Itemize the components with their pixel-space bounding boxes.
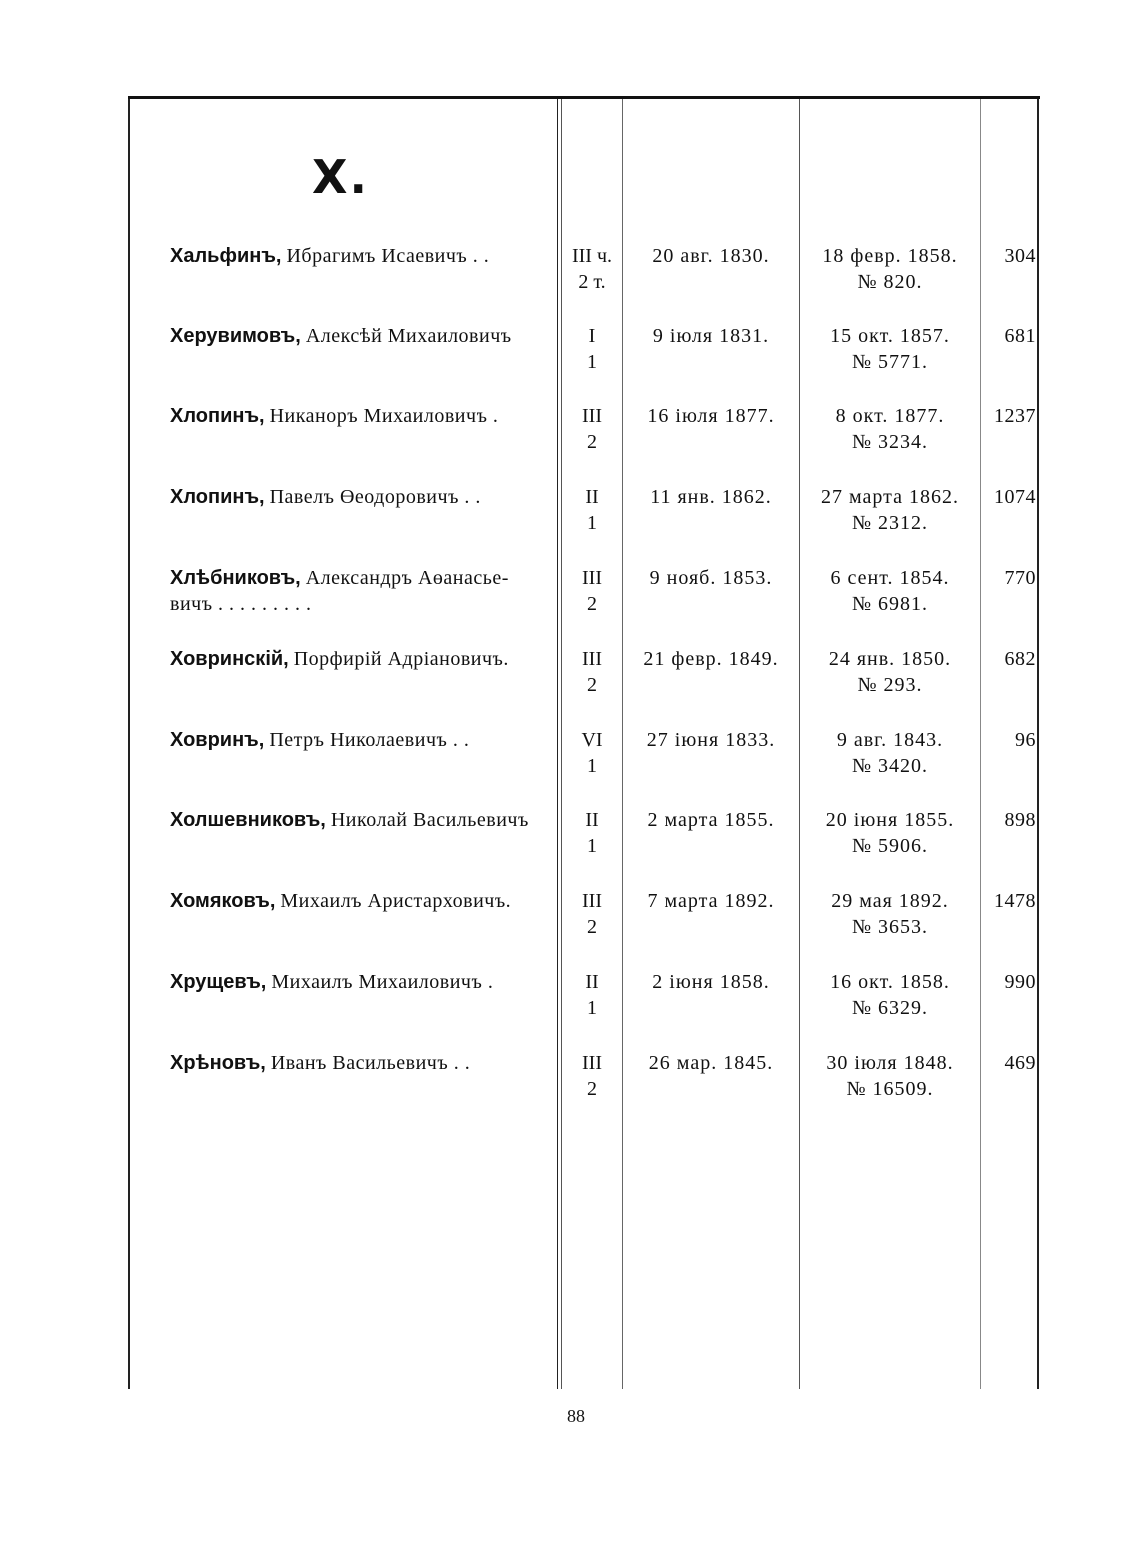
given-name: Петръ Николаевичъ . . <box>269 729 470 751</box>
surname: Хлопинъ, <box>170 405 265 427</box>
order-date: 8 окт. 1877. <box>835 405 945 427</box>
order-cell <box>802 727 978 779</box>
table-row <box>0 807 1140 877</box>
entry-number: 990 <box>1004 971 1036 993</box>
rank-class: VI <box>581 729 603 751</box>
rank-class: II <box>585 486 599 508</box>
given-name-continued: вичъ . . . . . . . . . <box>170 593 312 615</box>
rank-volume: 1 <box>587 351 597 373</box>
entry-number: 770 <box>1004 567 1036 589</box>
order-number: № 6981. <box>851 593 929 615</box>
table-row <box>0 565 1140 635</box>
section-letter-heading: Х. <box>312 150 369 204</box>
entry-number: 1478 <box>994 890 1036 912</box>
person-name <box>170 484 555 510</box>
rank-cell <box>562 888 622 940</box>
birth-date: 20 авг. 1830. <box>652 245 770 267</box>
order-date: 29 мая 1892. <box>831 890 949 912</box>
page-number: 88 <box>567 1406 585 1426</box>
rank-class: II <box>585 809 599 831</box>
surname: Хальфинъ, <box>170 245 282 267</box>
birth-date: 16 іюля 1877. <box>647 405 775 427</box>
rank-class: III ч. <box>571 245 613 267</box>
birth-date: 27 іюня 1833. <box>646 729 776 751</box>
birth-date: 7 марта 1892. <box>647 890 775 912</box>
birth-date: 11 янв. 1862. <box>650 486 772 508</box>
rank-cell <box>562 484 622 536</box>
person-name <box>170 1050 555 1076</box>
table-row <box>0 727 1140 797</box>
order-number: № 3234. <box>851 431 929 453</box>
order-number: № 6329. <box>851 997 929 1019</box>
person-name <box>170 969 555 995</box>
surname: Хомяковъ, <box>170 890 276 912</box>
order-number: № 3420. <box>851 755 929 777</box>
table-top-rule <box>128 96 1040 99</box>
rank-volume: 2 <box>587 593 597 615</box>
order-cell <box>802 484 978 536</box>
table-row <box>0 243 1140 313</box>
given-name: Ибрагимъ Исаевичъ . . <box>286 245 490 267</box>
surname: Ховринъ, <box>170 729 265 751</box>
given-name: Михаилъ Михаиловичъ . <box>271 971 494 993</box>
given-name: Порфирій Адріановичъ. <box>293 648 509 670</box>
rank-volume: 1 <box>587 835 597 857</box>
rank-volume: 2 <box>587 1078 597 1100</box>
order-cell <box>802 1050 978 1102</box>
rank-volume: 1 <box>587 755 597 777</box>
entry-number: 1074 <box>994 486 1036 508</box>
birth-date: 2 марта 1855. <box>647 809 775 831</box>
entry-number: 681 <box>1004 325 1036 347</box>
given-name: Никаноръ Михаиловичъ . <box>269 405 499 427</box>
table-row <box>0 403 1140 473</box>
birth-date: 26 мар. 1845. <box>648 1052 774 1074</box>
surname: Хлопинъ, <box>170 486 265 508</box>
rank-class: III <box>582 405 602 427</box>
order-date: 27 марта 1862. <box>821 486 959 508</box>
surname: Ховринскій, <box>170 648 289 670</box>
rank-volume: 2 т. <box>578 271 606 293</box>
rank-class: II <box>585 971 599 993</box>
person-name <box>170 888 555 914</box>
surname: Херувимовъ, <box>170 325 301 347</box>
rank-volume: 1 <box>587 997 597 1019</box>
rank-class: III <box>582 1052 602 1074</box>
rank-cell <box>562 646 622 698</box>
entry-number: 1237 <box>994 405 1036 427</box>
person-name <box>170 727 555 753</box>
order-number: № 820. <box>857 271 923 293</box>
rank-volume: 2 <box>587 431 597 453</box>
rank-cell <box>562 323 622 375</box>
rank-cell <box>562 727 622 779</box>
order-number: № 3653. <box>851 916 929 938</box>
rank-cell <box>562 969 622 1021</box>
person-name <box>170 807 555 833</box>
surname: Хрѣновъ, <box>170 1052 266 1074</box>
order-cell <box>802 243 978 295</box>
rank-volume: 2 <box>587 916 597 938</box>
order-number: № 5771. <box>851 351 929 373</box>
order-cell <box>802 969 978 1021</box>
table-row <box>0 323 1140 393</box>
table-row <box>0 1050 1140 1120</box>
birth-date: 9 нояб. 1853. <box>649 567 773 589</box>
order-number: № 293. <box>857 674 923 696</box>
order-cell <box>802 323 978 375</box>
order-date: 15 окт. 1857. <box>830 325 950 347</box>
order-date: 18 февр. 1858. <box>822 245 958 267</box>
rank-volume: 1 <box>587 512 597 534</box>
entry-number: 898 <box>1004 809 1036 831</box>
order-date: 30 іюля 1848. <box>826 1052 954 1074</box>
person-name <box>170 646 555 672</box>
order-cell <box>802 565 978 617</box>
surname: Холшевниковъ, <box>170 809 326 831</box>
rank-cell <box>562 243 622 295</box>
table-row <box>0 969 1140 1039</box>
order-number: № 16509. <box>846 1078 934 1100</box>
rank-class: I <box>588 325 596 347</box>
entry-number: 469 <box>1004 1052 1036 1074</box>
person-name <box>170 323 555 349</box>
order-date: 16 окт. 1858. <box>830 971 950 993</box>
person-name <box>170 403 555 429</box>
person-name <box>170 565 555 617</box>
order-date: 9 авг. 1843. <box>836 729 944 751</box>
table-row <box>0 484 1140 554</box>
order-number: № 2312. <box>851 512 929 534</box>
rank-class: III <box>582 567 602 589</box>
birth-date: 9 іюля 1831. <box>652 325 770 347</box>
order-cell <box>802 646 978 698</box>
rank-cell <box>562 403 622 455</box>
given-name: Павелъ Өеодоровичъ . . <box>269 486 481 508</box>
entry-number: 96 <box>1015 729 1036 751</box>
rank-cell <box>562 1050 622 1102</box>
given-name: Михаилъ Аристарховичъ. <box>280 890 512 912</box>
given-name: Александръ Аөанасье- <box>305 567 509 589</box>
rank-class: III <box>582 648 602 670</box>
surname: Хлѣбниковъ, <box>170 567 301 589</box>
entry-number: 304 <box>1004 245 1036 267</box>
person-name <box>170 243 555 269</box>
order-cell <box>802 807 978 859</box>
table-row <box>0 646 1140 716</box>
given-name: Николай Васильевичъ <box>330 809 529 831</box>
order-date: 6 сент. 1854. <box>830 567 950 589</box>
rank-class: III <box>582 890 602 912</box>
birth-date: 21 февр. 1849. <box>643 648 779 670</box>
given-name: Иванъ Васильевичъ . . <box>270 1052 471 1074</box>
order-cell <box>802 403 978 455</box>
order-number: № 5906. <box>851 835 929 857</box>
surname: Хрущевъ, <box>170 971 267 993</box>
table-row <box>0 888 1140 958</box>
order-date: 24 янв. 1850. <box>828 648 952 670</box>
rank-volume: 2 <box>587 674 597 696</box>
rank-cell <box>562 807 622 859</box>
birth-date: 2 іюня 1858. <box>652 971 770 993</box>
order-date: 20 іюня 1855. <box>825 809 955 831</box>
rank-cell <box>562 565 622 617</box>
order-cell <box>802 888 978 940</box>
given-name: Алексѣй Михаиловичъ <box>305 325 512 347</box>
entry-number: 682 <box>1004 648 1036 670</box>
